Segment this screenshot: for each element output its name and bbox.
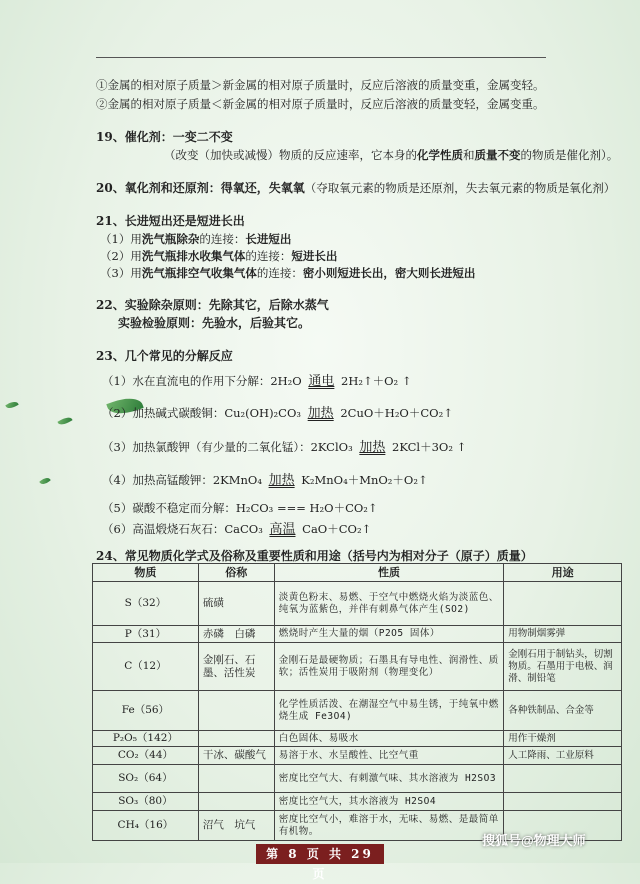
use-cell: 金刚石用于制钻头，切割物质。石墨用于电极、润滑、制铅笔 [504, 643, 622, 691]
intro-line-2: ②金属的相对原子质量＜新金属的相对原子质量时，反应后溶液的质量变轻，金属变重。 [96, 97, 545, 111]
use-cell: 各种铁制品、合金等 [504, 691, 622, 731]
column-header: 性质 [274, 564, 504, 582]
section-23-heading: 23、几个常见的分解反应 [96, 349, 233, 363]
property-cell: 燃烧时产生大量的烟（P2O5 固体） [274, 626, 504, 643]
column-header: 用途 [504, 564, 622, 582]
substances-table [92, 563, 622, 841]
table-row [93, 747, 622, 765]
column-header: 物质 [93, 564, 199, 582]
table-row [93, 765, 622, 793]
section-21-heading: 21、长进短出还是短进长出 [96, 214, 245, 228]
substance-cell: P₂O₅（142） [93, 731, 199, 747]
use-cell [504, 793, 622, 811]
column-header: 俗称 [198, 564, 274, 582]
page-number: 第 8 页 共 29 页 [256, 844, 384, 864]
use-cell: 人工降雨、工业原料 [504, 747, 622, 765]
substance-cell: C（12） [93, 643, 199, 691]
substance-cell: P（31） [93, 626, 199, 643]
common-name-cell [198, 691, 274, 731]
substance-cell: CH₄（16） [93, 811, 199, 841]
table-row [93, 582, 622, 626]
use-cell [504, 582, 622, 626]
section-21-item-3: （3）用洗气瓶排空气收集气体的连接：密小则短进长出，密大则长进短出 [100, 266, 476, 280]
common-name-cell [198, 793, 274, 811]
reaction-5: （5）碳酸不稳定而分解：H₂CO₃ === H₂O＋CO₂↑ [102, 501, 378, 515]
property-cell: 淡黄色粉末、易燃、于空气中燃烧火焰为淡蓝色、纯氧为蓝紫色，并伴有刺鼻气体产生(SO2) [274, 582, 504, 626]
reaction-6: （6）高温煅烧石灰石：CaCO₃ 高温 CaO＋CO₂↑ [102, 522, 372, 537]
section-21-item-1: （1）用洗气瓶除杂的连接：长进短出 [100, 232, 292, 246]
reaction-3: （3）加热氯酸钾（有少量的二氧化锰）：2KClO₃ 加热 2KCl＋3O₂ ↑ [102, 440, 467, 455]
common-name-cell: 干冰、碳酸气 [198, 747, 274, 765]
leaf-decoration [39, 475, 51, 486]
property-cell: 密度比空气小，难溶于水，无味、易燃、是最简单有机物。 [274, 811, 504, 841]
reaction-2: （2）加热碱式碳酸铜：Cu₂(OH)₂CO₃ 加热 2CuO＋H₂O＋CO₂↑ [102, 406, 453, 421]
property-cell: 密度比空气大、有刺激气味、其水溶液为 H2SO3 [274, 765, 504, 793]
substance-cell: S（32） [93, 582, 199, 626]
reaction-1: （1）水在直流电的作用下分解：2H₂O 通电 2H₂↑＋O₂ ↑ [102, 374, 412, 389]
substance-cell: CO₂（44） [93, 747, 199, 765]
use-cell [504, 765, 622, 793]
section-19-text: （改变（加快或减慢）物质的反应速率，它本身的化学性质和质量不变的物质是催化剂）。 [164, 148, 619, 162]
reaction-4: （4）加热高锰酸钾：2KMnO₄ 加热 K₂MnO₄＋MnO₂＋O₂↑ [102, 473, 428, 488]
section-22-line-2: 实验检验原则：先验水，后验其它。 [118, 316, 311, 330]
table-row [93, 643, 622, 691]
property-cell: 白色固体、易吸水 [274, 731, 504, 747]
watermark: 搜狐号@物理大师 [482, 833, 586, 848]
leaf-decoration [57, 415, 72, 427]
header-rule [96, 57, 546, 58]
property-cell: 化学性质活泼、在潮湿空气中易生锈，于纯氧中燃烧生成 Fe3O4) [274, 691, 504, 731]
leaf-decoration [5, 399, 18, 410]
intro-line-1: ①金属的相对原子质量＞新金属的相对原子质量时，反应后溶液的质量变重，金属变轻。 [96, 78, 545, 92]
table-row [93, 731, 622, 747]
common-name-cell: 硫磺 [198, 582, 274, 626]
substance-cell: SO₂（64） [93, 765, 199, 793]
property-cell: 易溶于水、水呈酸性、比空气重 [274, 747, 504, 765]
section-19-heading: 19、催化剂：一变二不变 [96, 130, 233, 144]
table-row [93, 793, 622, 811]
section-24-heading: 24、常见物质化学式及俗称及重要性质和用途（括号内为相对分子（原子）质量） [96, 549, 533, 563]
use-cell: 用作干燥剂 [504, 731, 622, 747]
substance-cell: Fe（56） [93, 691, 199, 731]
table-header-row [93, 564, 622, 582]
table-row [93, 691, 622, 731]
section-21-item-2: （2）用洗气瓶排水收集气体的连接：短进长出 [100, 249, 338, 263]
common-name-cell [198, 731, 274, 747]
property-cell: 金刚石是最硬物质；石墨具有导电性、润滑性、质软；活性炭用于吸附剂（物理变化） [274, 643, 504, 691]
substance-cell: SO₃（80） [93, 793, 199, 811]
use-cell: 用物制烟雾弹 [504, 626, 622, 643]
common-name-cell: 沼气 坑气 [198, 811, 274, 841]
section-20: 20、氧化剂和还原剂：得氧还，失氧氧（夺取氧元素的物质是还原剂，失去氧元素的物质是氧化剂） [96, 181, 616, 195]
common-name-cell: 金刚石、石墨、活性炭 [198, 643, 274, 691]
common-name-cell [198, 765, 274, 793]
table-row [93, 626, 622, 643]
property-cell: 密度比空气大，其水溶液为 H2SO4 [274, 793, 504, 811]
common-name-cell: 赤磷 白磷 [198, 626, 274, 643]
section-22-line-1: 22、实验除杂原则：先除其它，后除水蒸气 [96, 298, 329, 312]
